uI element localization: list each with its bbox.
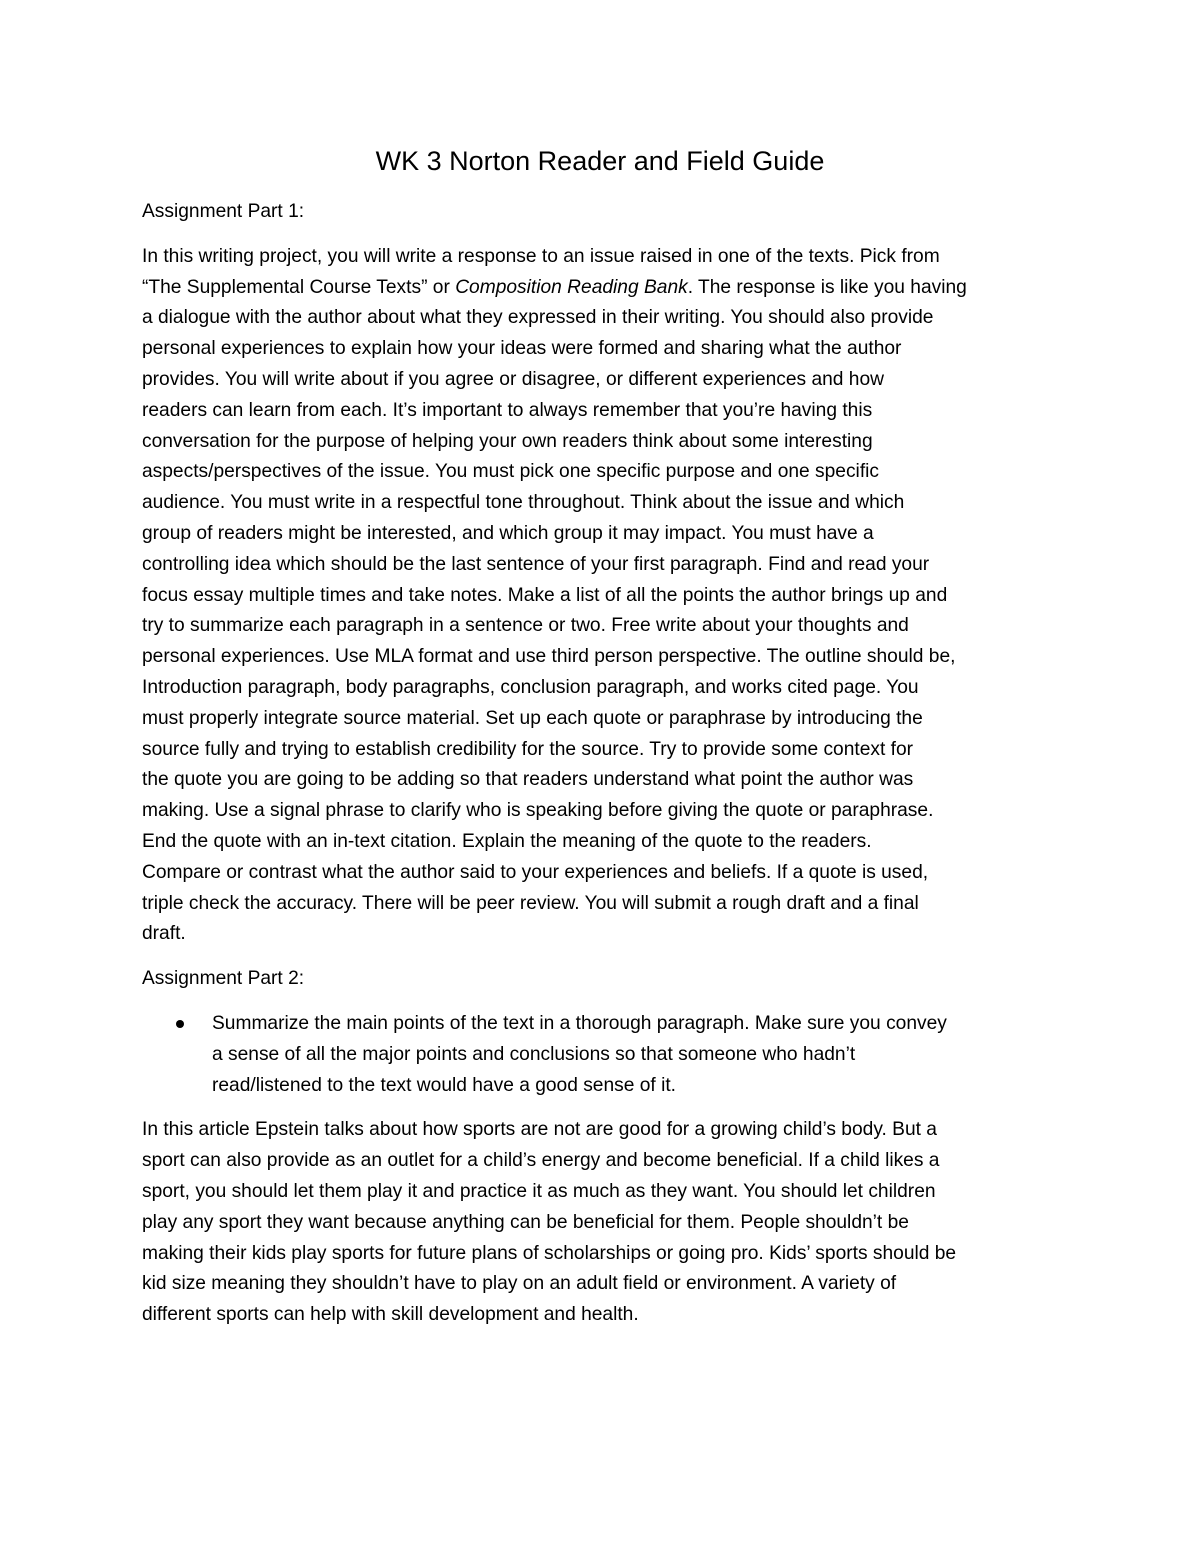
document-title: WK 3 Norton Reader and Field Guide xyxy=(375,146,825,176)
document-body xyxy=(142,197,1064,1345)
italic-book-title: Composition Reading Bank xyxy=(455,276,688,298)
text-line: a sense of all the major points and conclusions so that someone who hadn’t xyxy=(212,1043,856,1065)
part2-bullet-list xyxy=(142,1009,1064,1101)
text-line: personal experiences. Use MLA format and use third person perspective. The outline should be, xyxy=(142,646,956,668)
text-line: play any sport they want because anything can be beneficial for them. People shouldn’t be xyxy=(142,1211,909,1233)
text-line xyxy=(142,273,1064,304)
text-line: aspects/perspectives of the issue. You must pick one specific purpose and one specific xyxy=(142,461,880,483)
text-line: conversation for the purpose of helping your own readers think about some interesting xyxy=(142,430,873,452)
text-line: personal experiences to explain how your ideas were formed and sharing what the author xyxy=(142,338,902,360)
text-line: In this article Epstein talks about how sports are not are good for a growing child’s body. But a xyxy=(142,1119,937,1141)
text-line: try to summarize each paragraph in a sentence or two. Free write about your thoughts and xyxy=(142,615,909,637)
summary-paragraph xyxy=(142,1115,1064,1331)
text-line: sport can also provide as an outlet for a child’s energy and become beneficial. If a child likes a xyxy=(142,1150,940,1172)
text-line: Summarize the main points of the text in a thorough paragraph. Make sure you convey xyxy=(212,1012,947,1034)
part2-heading: Assignment Part 2: xyxy=(142,968,305,990)
bullet-icon xyxy=(176,1020,184,1028)
text-line: a dialogue with the author about what they expressed in their writing. You should also provide xyxy=(142,307,934,329)
text-span: . The response is like you having xyxy=(687,276,967,298)
text-line: In this writing project, you will write a response to an issue raised in one of the texts. Pick from xyxy=(142,245,940,267)
text-line: triple check the accuracy. There will be peer review. You will submit a rough draft and a final xyxy=(142,892,919,914)
text-line: group of readers might be interested, and which group it may impact. You must have a xyxy=(142,522,874,544)
text-line: draft. xyxy=(142,923,186,945)
text-line: readers can learn from each. It’s important to always remember that you’re having this xyxy=(142,399,873,421)
text-line: source fully and trying to establish credibility for the source. Try to provide some context for xyxy=(142,738,914,760)
text-line: audience. You must write in a respectful tone throughout. Think about the issue and which xyxy=(142,492,905,514)
text-line: End the quote with an in-text citation. Explain the meaning of the quote to the readers. xyxy=(142,830,872,852)
text-line: controlling idea which should be the last sentence of your first paragraph. Find and read your xyxy=(142,553,930,575)
text-line: focus essay multiple times and take notes. Make a list of all the points the author brings up and xyxy=(142,584,948,606)
text-line: kid size meaning they shouldn’t have to play on an adult field or environment. A variety of xyxy=(142,1273,897,1295)
text-line: must properly integrate source material. Set up each quote or paraphrase by introducing the xyxy=(142,707,923,729)
text-line: making. Use a signal phrase to clarify who is speaking before giving the quote or paraphrase. xyxy=(142,800,934,822)
text-line: Compare or contrast what the author said to your experiences and beliefs. If a quote is used, xyxy=(142,861,929,883)
text-line: read/listened to the text would have a good sense of it. xyxy=(212,1074,677,1096)
text-line: Introduction paragraph, body paragraphs, conclusion paragraph, and works cited page. You xyxy=(142,676,919,698)
text-line: sport, you should let them play it and practice it as much as they want. You should let children xyxy=(142,1180,936,1202)
part1-heading: Assignment Part 1: xyxy=(142,201,305,222)
part1-paragraph xyxy=(142,242,1064,950)
text-line: different sports can help with skill development and health. xyxy=(142,1304,639,1326)
text-line: the quote you are going to be adding so that readers understand what point the author was xyxy=(142,769,914,791)
list-item xyxy=(142,1009,1064,1101)
text-line: provides. You will write about if you agree or disagree, or different experiences and how xyxy=(142,368,885,390)
text-span: “The Supplemental Course Texts” or xyxy=(142,276,456,298)
text-line: making their kids play sports for future plans of scholarships or going pro. Kids’ sports should be xyxy=(142,1242,957,1264)
